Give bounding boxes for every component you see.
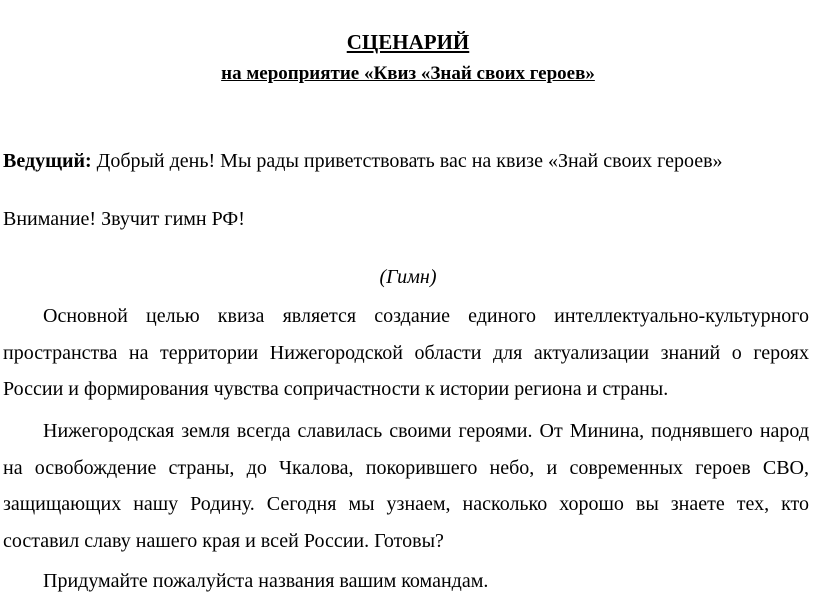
paragraph-goal: Основной целью квиза является создание единого интеллектуально-культурного пространства на территории Нижегородской области для актуализации знаний о героях России и формирования чувства сопричастности к истории региона и страны. (3, 305, 809, 400)
paragraph-team-names: Придумайте пожалуйста названия вашим командам. (43, 570, 489, 592)
document-subtitle: на мероприятие «Квиз «Знай своих героев» (221, 63, 595, 84)
host-text: Добрый день! Мы рады приветствовать вас на квизе «Знай своих героев» (91, 150, 723, 172)
host-greeting (3, 148, 723, 174)
host-label: Ведущий: (3, 150, 92, 172)
anthem-announcement: Внимание! Звучит гимн РФ! (3, 208, 245, 230)
stage-direction: (Гимн) (379, 266, 437, 288)
paragraph-heroes: Нижегородская земля всегда славилась своими героями. От Минина, поднявшего народ на освобождение страны, до Чкалова, покорившего небо, и современных героев СВО, защищающих нашу Родину. Сегодня мы узнаем, насколько хорошо вы знаете тех, кто составил славу нашего края и всей России. Готовы? (3, 420, 809, 552)
document-title: СЦЕНАРИЙ (346, 30, 470, 54)
